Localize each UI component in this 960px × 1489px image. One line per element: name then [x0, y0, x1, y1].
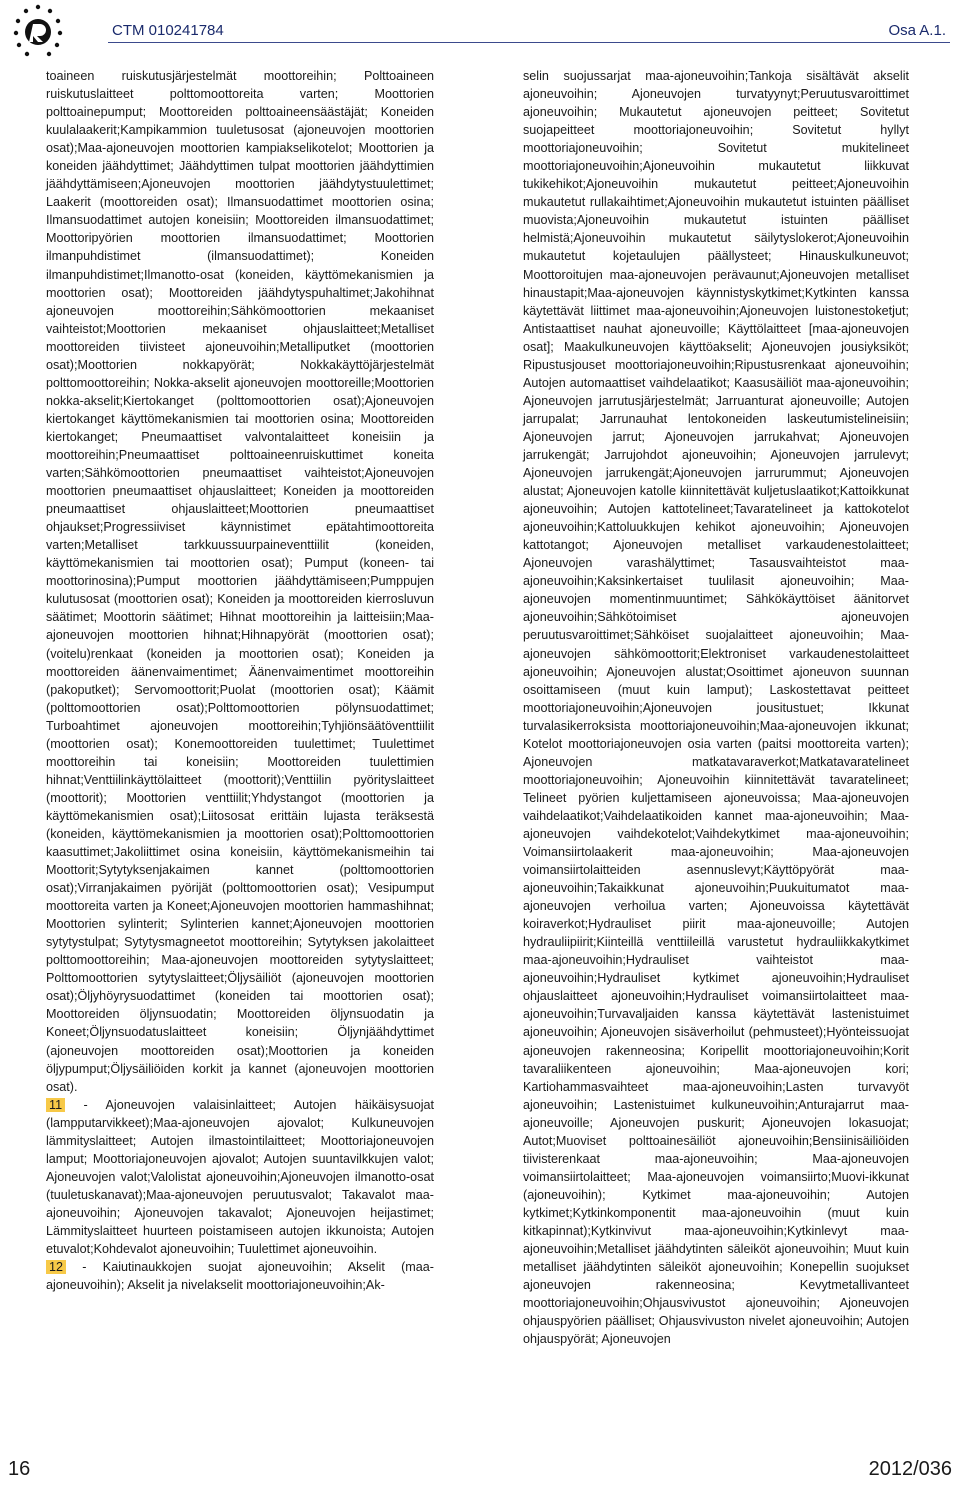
class-11-text: - Ajoneuvojen valaisinlaitteet; Autojen häikäisysuojat (lampputarvikkeet);Maa-ajoneuvojen ajovalot; Kulkuneuvojen lämmityslaitteet; Autojen ilmastointilaitteet; Moottoriajoneuvojen lamput; Moottoriajoneuvojen ajovalot; Autojen suuntavilkkujen valot; Ajoneuvojen valot;Valolistat ajoneuvoihin;Ajoneuvojen ilmanotto-osat (tuuletuskanavat);Maa-ajoneuvojen peruutusvalot; Takavalot maa-ajoneuvoihin; Ajoneuvojen takavalot; Ajoneuvojen heijastimet; Lämmityslaitteet huurteen poistamiseen autojen ikkunoista; Autojen etuvalot;Kohdevalot ajoneuvoihin; Tuulettimet ajoneuvoihin.	[46, 1097, 434, 1257]
header-rule	[108, 42, 950, 43]
class-number-badge: 11	[46, 1098, 65, 1112]
ohim-logo-icon	[6, 2, 70, 60]
goods-list-continued: selin suojussarjat maa-ajoneuvoihin;Tankoja sisältävät akselit ajoneuvoihin; Ajoneuvojen turvatyynyt;Peruutusvaroittimet ajoneuvoihin; Mukautetut ajoneuvojen peitteet; Sovitetut suojapeitteet moottoriajoneuvoihin; Sovitetut hyllyt moottoriajoneuvoihin; Sovitetut mukitelineet moottoriajoneuvoihin;Ajoneuvoihin mukautetut liikkuvat tukikehikot;Ajoneuvoihin mukautetut peitteet;Ajoneuvoihin mukautetut rullakaihtimet;Ajoneuvoihin mukautetut istuinten päälliset muovista;Ajoneuvoihin mukautetut istuinten päälliset helmistä;Ajoneuvoihin mukautetut säilytyslokerot;Ajoneuvoihin mukautetut kojetaulujen päällysteet; Hinauskulkuneuvot; Moottoroitujen maa-ajoneuvojen perävaunut;Ajoneuvojen metalliset hinaustapit;Maa-ajoneuvojen käynnistyskytkimet;Kytkinten kanssa käytettävät liittimet maa-ajoneuvoihin;Ajoneuvojen luistonestoketjut; Antistaattiset nauhat ajoneuvoille; Käyttölaitteet [maa-ajoneuvojen osat]; Maakulkuneuvojen käyttöakselit; Ajoneuvojen jousiyksiköt; Ripustusjouset moottoriajoneuvoihin;Ripustusrenkaat ajoneuvoihin; Autojen automaattiset vaihdelaatikot; Kaasusäiliöt maa-ajoneuvoihin; Ajoneuvojen jarrutusjärjestelmät; Jarruanturat ajoneuvoille; Autojen jarrupalat; Jarrunauhat lentokoneiden laskeutumistelineisiin; Ajoneuvojen jarrut; Ajoneuvojen jarrukahvat; Ajoneuvojen jarrukengät; Jarrujohdot ajoneuvoihin; Ajoneuvojen jarrulevyt; Ajoneuvojen jarrukengät;Ajoneuvojen jarrurummut; Ajoneuvojen alustat; Ajoneuvojen katolle kiinnitettävät kuljetuslaatikot;Kattoikkunat ajoneuvoihin; Autojen kattotelineet;Tavaratelineet ja kattokotelot ajoneuvoihin;Kattoluukkujen kehikot ajoneuvoihin; Ajoneuvojen kattotangot; Ajoneuvojen metalliset varkaudenestolaitteet; Ajoneuvojen varashälyttimet; Tasausvaihteistot maa-ajoneuvoihin;Kaksinkertaiset tuulilasit ajoneuvoihin; Maa-ajoneuvojen momentinmuuntimet; Sähkökäyttöiset äänitorvet ajoneuvoihin;Sähkötoimiset ajoneuvojen peruutusvaroittimet;Sähköiset suojalaitteet ajoneuvoihin; Maa-ajoneuvojen sähkömoottorit;Elektroniset varkaudenestolaitteet ajoneuvoihin; Ajoneuvojen alustat;Osoittimet ajoneuvon suunnan osoittamiseen (muut kuin lamput); Laskostettavat peitteet moottoriajoneuvoihin;Ajoneuvojen jousitustuet; Ikkunat turvalasikerroksista moottoriajoneuvoihin;Maa-ajoneuvojen ikkunat; Kotelot moottoriajoneuvojen osia varten (paitsi moottoreita varten); Ajoneuvojen matkatavaraverkot;Matkatavaratelineet moottoriajoneuvoihin; Ajoneuvoihin kiinnitettävät tavaratelineet; Telineet pyörien kuljettamiseen ajoneuvoissa; Maa-ajoneuvojen vaihdelaatikot;Vaihdelaatikoiden kannet maa-ajoneuvoihin; Maa-ajoneuvojen vaihdekotelot;Vaihdekytkimet maa-ajoneuvoihin; Voimansiirtolaakerit maa-ajoneuvoihin; Maa-ajoneuvojen voimansiirtolaitteiden asennuslevyt;Käyttöpyörät maa-ajoneuvoihin;Takaikkunat ajoneuvoihin;Puukuitumatot maa-ajoneuvojen verhoilua varten; Ajoneuvoissa käytettävät koiraverkot;Hydrauliset piirit maa-ajoneuvoille; Autojen hydrauliipiirit;Kiinteillä venttiileillä varustetut hydrauliikkakytkimet maa-ajoneuvoihin;Hydrauliset vaihteistot maa-ajoneuvoihin;Hydrauliset kytkimet ajoneuvoihin;Hydrauliset ohjauslaitteet ajoneuvoihin;Hydrauliset voimansiirtolaitteet maa-ajoneuvoihin;Turvavaljaiden kanssa käytettävät lastenistuimet ajoneuvoihin; Ajoneuvojen sisäverhoilut (pehmusteet);Hyönteissuojat ajoneuvojen rakenneosina; Koripellit moottoriajoneuvoihin;Korit tavaraliikenteen ajoneuvoihin; Maa-ajoneuvojen kori; Kartiohammasvaihteet maa-ajoneuvoihin;Lasten turvavyöt ajoneuvoihin; Lastenistuimet kulkuneuvoihin;Anturajarrut maa-ajoneuvoille; Ajoneuvojen puskurit; Ajoneuvojen lokasuojat; Autot;Muoviset polttoainesäiliöt ajoneuvoihin;Bensiinisäiliöiden tiivisterenkaat maa-ajoneuvoihin; Maa-ajoneuvojen voimansiirtolaitteet; Maa-ajoneuvojen voimansiirto;Muovi-ikkunat (ajoneuvoihin); Kytkimet maa-ajoneuvoihin; Autojen kytkimet;Kytkinkomponentit maa-ajoneuvoihin (muut kuin kitkapinnat);Kytkinvivut maa-ajoneuvoihin;Kytkinlevyt maa-ajoneuvoihin;Metalliset jäähdytinten säleiköt ajoneuvoihin; Muut kuin metalliset jäähdytinten säleiköt ajoneuvoihin; Konepellin suojukset ajoneuvojen rakenneosina; Kevytmetallivanteet moottoriajoneuvoihin;Ohjausvivustot ajoneuvoihin; Ajoneuvojen ohjauspyörien päälliset; Ohjausvivuston nivelet ajoneuvoihin; Autojen ohjauspyörät; Ajoneuvojen	[523, 69, 909, 1347]
page-number: 16	[8, 1458, 31, 1480]
right-column	[523, 67, 909, 1348]
document-code: CTM 010241784	[112, 22, 224, 39]
class-11-paragraph	[46, 1096, 434, 1258]
section-label: Osa A.1.	[888, 22, 946, 39]
class-12-text: - Kaiutinaukkojen suojat ajoneuvoihin; Akselit (maa-ajoneuvoihin); Akselit ja nivelakselit moottoriajoneuvoihin;Ak-	[46, 1260, 434, 1293]
left-column	[46, 67, 434, 1294]
issue-number: 2012/036	[868, 1458, 952, 1480]
goods-list-paragraph: toaineen ruiskutusjärjestelmät moottoreihin; Polttoaineen ruiskutuslaitteet polttomoottoreita varten; Moottorien polttoainepumput; Moottoreiden polttoaineensäästäjät; Koneiden kuulalaakerit;Kampikammion tuuletusosat (ajoneuvojen moottorien osat);Maa-ajoneuvojen moottorien kampiakselikotelot; Moottorien ja koneiden jäähdyttimet; Jäähdyttimen tulpat moottorien jäähdyttimien jäähdyttämiseen;Ajoneuvojen moottorien jäähdytystuulettimet; Laakerit (moottoreiden osat); Ilmansuodattimet moottorien osina; Ilmansuodattimet autojen koneisiin; Moottoreiden ilmansuodattimet; Moottoripyörien moottorien ilmansuodattimet; Moottorien ilmanpuhdistimet (ilmansuodattimet); Koneiden ilmanpuhdistimet;Ilmanotto-osat (koneiden, käyttömekanismien ja moottorien osat); Moottoreiden jäähdytyspuhaltimet;Jakohihnat ajoneuvojen moottoreihin;Sähkömoottorien mekaaniset vaihteistot;Moottorien mekaaniset ohjauslaitteet;Metalliset moottoreiden tiivisteet ajoneuvoihin;Metalliputket (moottorien osat);Moottorien nokkapyörät; Nokkakäyttöjärjestelmät polttomoottoreihin; Nokka-akselit ajoneuvojen moottoreille;Moottorien nokka-akselit;Kiertokanget (polttomoottorien osat);Ajoneuvojen kiertokanget käyttömekanismien tai moottorien osina; Moottoreiden kiertokanget; Pneumaattiset valvontalaitteet koneisiin ja moottoreihin;Pneumaattiset polttoaineenruiskuttimet koneita varten;Sähkömoottorien pneumaattiset vaihteistot;Ajoneuvojen moottorien pneumaattiset ohjauslaitteet; Koneiden ja moottoreiden pneumaattiset ohjauslaitteet;Moottorien pneumaattiset ohjaukset;Progressiiviset käynnistimet epätahtimoottoreita varten;Metalliset tarkkuussuurpaineventtiilit (koneiden, käyttömekanismien tai moottorien osat); Pumput (koneen- tai moottorinosina);Pumput moottorien jäähdyttämiseen;Pumppujen kulutusosat (moottorien osat); Koneiden ja moottoreiden kierrosluvun säätimet; Moottorin säätimet; Hihnat moottoreihin ja laitteisiin;Maa-ajoneuvojen moottorien hihnat;Hihnapyörät (moottorien osat); (voitelu)renkaat (koneiden ja moottorien osat); Koneiden ja moottoreiden äänenvaimentimet; Äänenvaimentimet moottoreihin (pakoputket); Servomoottorit;Puolat (moottorien osat); Käämit (polttomoottorien osat);Polttomoottorien pölynsuodattimet; Turboahtimet ajoneuvojen moottoreihin;Tyhjiönsäätöventtiilit (moottorien osat); Konemoottoreiden tuulettimet; Tuulettimet moottoreihin tai koneisiin; Moottoreiden tuulettimien hihnat;Venttiilinkäyttölaitteet (moottorit);Venttiilin pyörityslaitteet (moottorit); Moottorien venttiilit;Yhdystangot (moottorien ja käyttömekanismien osat);Liitososat erittäin lujasta teräksestä (koneiden, käyttömekanismien ja moottorien osat);Polttomoottorien kaasuttimet;Jakoliittimet osina koneisiin, käyttömekanismeihin tai Moottorit;Sytytyksenjakaimen kannet (polttomoottorien osat);Virranjakaimen pyörijät (polttomoottorien osat); Vesipumput moottoreita varten ja Koneet;Ajoneuvojen moottorien hammashihnat; Moottorien sylinterit; Sylinterien kannet;Ajoneuvojen moottorien sytytystulpat; Sytytysmagneetot moottoreihin; Sytytyksen jakolaitteet polttomoottoreihin; Maa-ajoneuvojen moottoreiden sytytyslaitteet; Polttomoottorien sytytyslaitteet;Öljysäiliöt (ajoneuvojen moottorien osat);Öljyhöyrysuodattimet (koneiden tai moottorien osat); Moottoreiden öljynsuodatin; Moottoreiden öljynsuodatin ja Koneet;Öljynsuodatuslaitteet koneisiin; Öljynjäähdyttimet (ajoneuvojen moottoreiden osat);Moottorien ja koneiden öljypumput;Öljysäiliöiden korkit ja kannet (ajoneuvojen moottorien osat).	[46, 69, 434, 1094]
class-number-badge: 12	[46, 1260, 66, 1274]
class-12-paragraph	[46, 1258, 434, 1294]
